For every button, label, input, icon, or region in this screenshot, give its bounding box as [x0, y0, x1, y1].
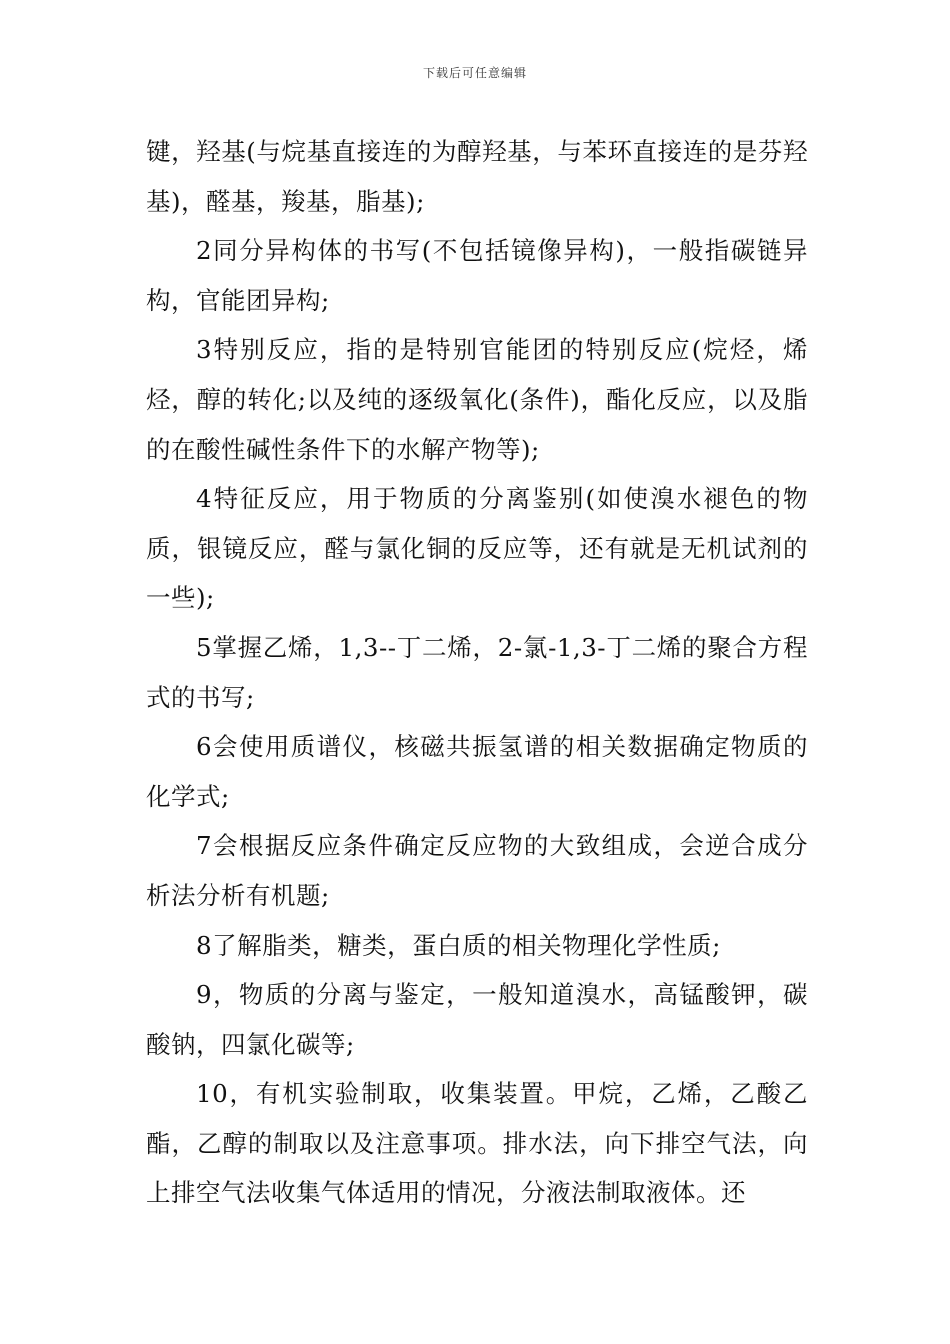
- paragraph-item-8: 8了解脂类，糖类，蛋白质的相关物理化学性质;: [196, 930, 721, 960]
- paragraph-item-10: 10，有机实验制取，收集装置。甲烷，乙烯，乙酸乙酯，乙醇的制取以及注意事项。排水法，向下排空气法，向上排空气法收集气体适用的情况，分液法制取液体。还: [146, 1079, 808, 1208]
- page-header: 下载后可任意编辑: [422, 66, 527, 80]
- paragraph-item-9: 9，物质的分离与鉴定，一般知道溴水，高锰酸钾，碳酸钠，四氯化碳等;: [146, 980, 808, 1059]
- paragraph-item-5: 5掌握乙烯，1,3--丁二烯，2-氯-1,3-丁二烯的聚合方程式的书写;: [146, 632, 808, 712]
- paragraph-item-2: 2同分异构体的书写(不包括镜像异构)，一般指碳链异构，官能团异构;: [146, 236, 808, 315]
- paragraph-item-6: 6会使用质谱仪，核磁共振氢谱的相关数据确定物质的化学式;: [146, 732, 808, 811]
- document-body: [146, 127, 808, 1218]
- paragraph-continuation: 键，羟基(与烷基直接连的为醇羟基，与苯环直接连的是芬羟基)，醛基，羧基，脂基);: [146, 137, 808, 216]
- paragraph-item-4: 4特征反应，用于物质的分离鉴别(如使溴水褪色的物质，银镜反应，醛与氯化铜的反应等，还有就是无机试剂的一些);: [146, 484, 808, 613]
- paragraph-item-7: 7会根据反应条件确定反应物的大致组成，会逆合成分析法分析有机题;: [146, 831, 808, 910]
- paragraph-item-3: 3特别反应，指的是特别官能团的特别反应(烷烃，烯烃，醇的转化;以及纯的逐级氧化(条件)，酯化反应，以及脂的在酸性碱性条件下的水解产物等);: [146, 335, 808, 464]
